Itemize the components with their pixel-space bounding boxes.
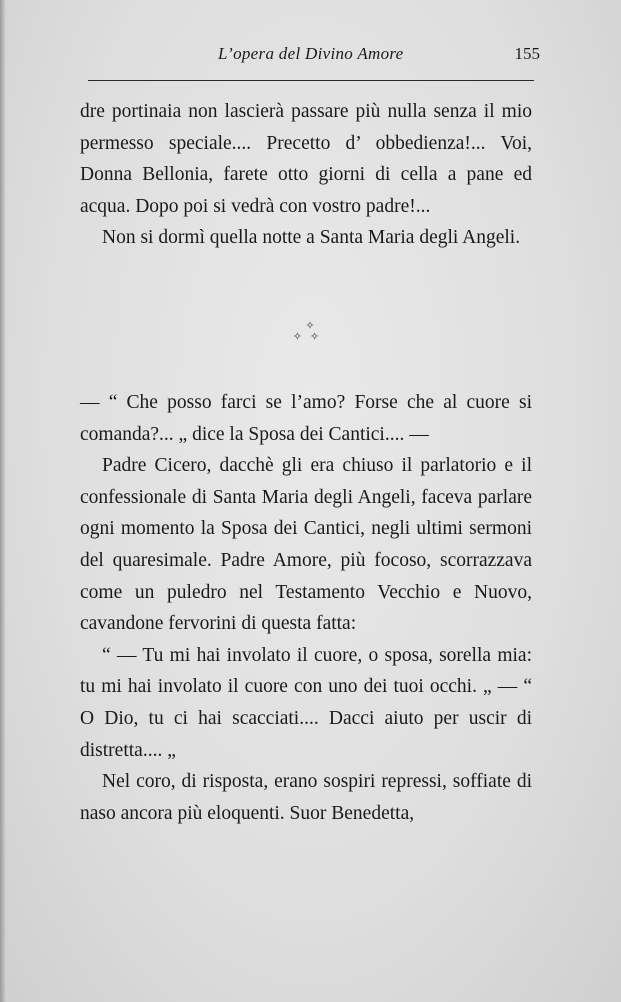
star-ornament-top: ✧ [305,319,315,332]
page-header [80,40,540,70]
paragraph: Padre Cicero, dacchè gli era chiuso il parlatorio e il confessionale di Santa Maria degli Angeli, faceva parlare ogni momento la Sposa dei Cantici, negli ultimi sermoni del quaresimale. Padre Amore, più focoso, scorrazzava come un puledro nel Testamento Vecchio e Nuovo, cavandone fervorini di questa fatta: [80,455,532,635]
star-ornament-bottom: ✧✧ [292,330,328,343]
paragraph: — “ Che posso farci se l’amo? Forse che al cuore si comanda?... „ dice la Sposa dei Cantici.... — [80,392,532,445]
paragraph: Non si dormì quella notte a Santa Maria degli Angeli. [102,227,521,249]
header-rule [88,80,534,81]
section-separator [280,320,340,350]
paragraph: dre portinaia non lascierà passare più nulla senza il mio permesso speciale.... Precetto d’ obbedienza!... Voi, Donna Bellonia, farete otto giorni di cella a pane ed acqua. Dopo poi si vedrà con vostro padre!... [80,101,532,217]
paragraph: “ — Tu mi hai involato il cuore, o sposa, sorella mia: tu mi hai involato il cuore con uno dei tuoi occhi. „ — “ O Dio, tu ci hai scacciati.... Dacci aiuto per uscir di distretta.... „ [80,644,532,761]
paragraph: Nel coro, di risposta, erano sospiri repressi, soffiate di naso ancora più eloquenti. Suor Benedetta, [80,771,532,824]
running-title: L’opera del Divino Amore [218,44,404,63]
text-block-2 [80,387,532,829]
page-edge-shadow [0,0,6,1002]
text-block-1 [80,96,532,254]
page-number: 155 [514,44,540,63]
